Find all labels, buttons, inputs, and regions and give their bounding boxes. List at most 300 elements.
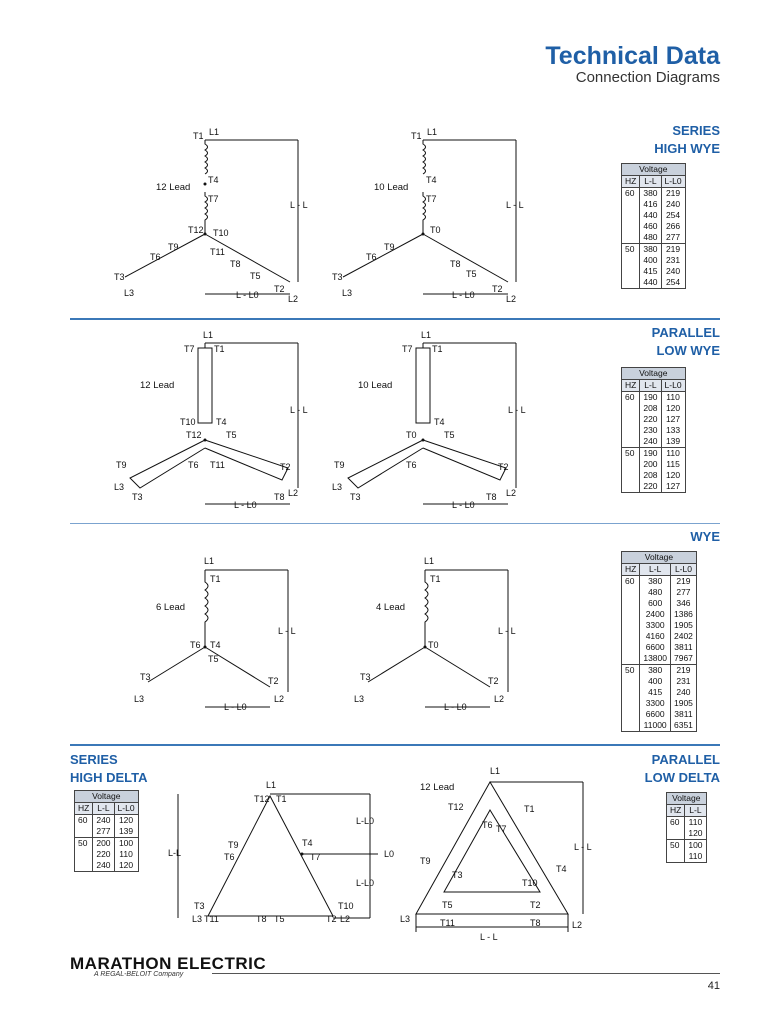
table-row — [667, 851, 707, 863]
voltage-table-parallel-low-wye — [621, 367, 686, 493]
table-header-cell: HZ — [622, 176, 640, 188]
voltage-table-series-high-delta — [74, 790, 139, 872]
line-label: L1 — [204, 556, 215, 566]
hz-cell — [622, 653, 640, 665]
terminal-label: T6 — [224, 852, 235, 862]
terminal-label: T12 — [186, 430, 202, 440]
terminal-label: T10 — [522, 878, 538, 888]
terminal-label: T7 — [496, 824, 507, 834]
terminal-label: T5 — [466, 269, 477, 279]
hz-cell: 50 — [622, 244, 640, 256]
voltage-cell: 120 — [661, 403, 685, 414]
terminal-label: T6 — [482, 820, 493, 830]
voltage-cell: 231 — [661, 255, 685, 266]
terminal-label: T2 — [488, 676, 499, 686]
voltage-cell: 440 — [640, 277, 661, 289]
hz-cell — [75, 826, 93, 838]
terminal-label: T2 — [326, 914, 337, 924]
terminal-label: T11 — [204, 914, 219, 924]
voltage-cell: 7967 — [670, 653, 696, 665]
table-row — [622, 199, 686, 210]
voltage-cell: 1905 — [670, 698, 696, 709]
terminal-label: T5 — [208, 654, 219, 664]
hz-cell: 50 — [667, 840, 685, 852]
terminal-label: T9 — [168, 242, 179, 252]
terminal-label: T11 — [210, 247, 225, 257]
table-header-cell: L-L0 — [661, 176, 685, 188]
hz-cell: 60 — [75, 815, 93, 827]
table-row — [622, 631, 697, 642]
terminal-label: T1 — [432, 344, 443, 354]
section-title-line2: HIGH WYE — [654, 141, 720, 156]
hz-cell: 50 — [622, 665, 640, 677]
terminal-label: T1 — [214, 344, 225, 354]
voltage-cell: 120 — [685, 828, 706, 840]
table-row — [667, 817, 707, 829]
terminal-label: T3 — [350, 492, 361, 502]
terminal-label: T12 — [188, 225, 204, 235]
voltage-cell: 254 — [661, 210, 685, 221]
terminal-label: T2 — [268, 676, 279, 686]
line-label: L2 — [494, 694, 505, 704]
table-caption: Voltage — [75, 791, 139, 803]
page-subtitle: Connection Diagrams — [575, 69, 720, 86]
lead-count-label: 10 Lead — [374, 182, 409, 193]
voltage-cell: 240 — [93, 815, 114, 827]
hz-cell — [622, 720, 640, 732]
hz-cell — [75, 849, 93, 860]
table-header-cell: L-L — [685, 805, 706, 817]
table-header-cell: HZ — [622, 380, 640, 392]
logo-tagline: A REGAL-BELOIT Company — [94, 971, 184, 978]
table-row — [622, 620, 697, 631]
terminal-label: T9 — [116, 460, 127, 470]
line-label: L3 — [354, 694, 365, 704]
table-header-cell: L-L — [640, 564, 671, 576]
voltage-ll-label: L - L — [498, 626, 516, 636]
voltage-cell: 231 — [670, 676, 696, 687]
winding-parallel-upper — [416, 343, 430, 423]
table-row — [622, 436, 686, 448]
voltage-ll0-label: L - L0 — [236, 290, 259, 300]
voltage-cell: 219 — [670, 665, 696, 677]
voltage-cell: 219 — [661, 244, 685, 256]
hz-cell — [622, 481, 640, 493]
voltage-cell: 440 — [640, 210, 661, 221]
terminal-label: T8 — [274, 492, 285, 502]
diagram-12-lead-series-high-wye — [110, 122, 310, 307]
voltage-ll0-label: L - L0 — [444, 702, 467, 712]
voltage-cell: 415 — [640, 266, 661, 277]
terminal-label: T6 — [366, 252, 377, 262]
table-row — [622, 587, 697, 598]
voltage-cell: 208 — [640, 403, 661, 414]
diagram-series-high-delta — [168, 776, 411, 931]
voltage-ll-label: L-L — [168, 848, 182, 858]
terminal-label: T5 — [274, 914, 285, 924]
delta-outer — [416, 782, 568, 914]
voltage-cell: 240 — [670, 687, 696, 698]
table-row — [622, 392, 686, 404]
section-title-line1: SERIES — [672, 123, 720, 138]
diagram-4-lead-wye — [350, 552, 520, 722]
lead-count-label: 12 Lead — [156, 182, 191, 193]
voltage-cell: 139 — [114, 826, 138, 838]
terminal-label: T4 — [556, 864, 567, 874]
terminal-label: T2 — [280, 462, 291, 472]
voltage-cell: 240 — [640, 436, 661, 448]
table-row — [622, 598, 697, 609]
table-row — [622, 277, 686, 289]
table-row — [622, 232, 686, 244]
voltage-ll-label: L - L — [480, 932, 498, 942]
footer-rule — [212, 973, 720, 974]
voltage-cell: 200 — [93, 838, 114, 850]
voltage-cell: 115 — [661, 459, 685, 470]
voltage-cell: 3811 — [670, 709, 696, 720]
terminal-label: T9 — [384, 242, 395, 252]
terminal-label: T7 — [184, 344, 195, 354]
table-row — [622, 414, 686, 425]
line-label: L2 — [506, 488, 517, 498]
voltage-cell: 380 — [640, 576, 671, 588]
terminal-label: T10 — [180, 417, 196, 427]
voltage-cell: 1386 — [670, 609, 696, 620]
terminal-label: T3 — [194, 901, 205, 911]
lead-count-label: 12 Lead — [140, 380, 175, 391]
table-header-cell: L-L0 — [114, 803, 138, 815]
winding-left-arm — [368, 647, 425, 682]
table-row — [622, 687, 697, 698]
terminal-label: T8 — [230, 259, 241, 269]
hz-cell — [622, 709, 640, 720]
terminal-label: T1 — [210, 574, 221, 584]
line-label: L3 — [124, 288, 135, 298]
winding-left-arm — [148, 647, 205, 682]
terminal-label: T4 — [434, 417, 445, 427]
terminal-label: T5 — [226, 430, 237, 440]
terminal-label: T10 — [338, 901, 354, 911]
voltage-cell: 127 — [661, 481, 685, 493]
table-row — [75, 849, 139, 860]
table-row — [622, 210, 686, 221]
hz-cell — [622, 425, 640, 436]
diagram-12-lead-parallel-low-wye — [110, 328, 310, 513]
terminal-label: T12 — [254, 794, 270, 804]
voltage-cell: 13800 — [640, 653, 671, 665]
page-number: 41 — [707, 980, 720, 992]
voltage-cell: 380 — [640, 244, 661, 256]
voltage-cell: 6600 — [640, 709, 671, 720]
table-row — [622, 244, 686, 256]
voltage-cell: 120 — [661, 470, 685, 481]
voltage-cell: 277 — [670, 587, 696, 598]
terminal-label: T3 — [452, 870, 463, 880]
table-row — [622, 481, 686, 493]
line-label: L1 — [490, 766, 501, 776]
lead-count-label: 10 Lead — [358, 380, 393, 391]
terminal-label: T4 — [216, 417, 227, 427]
winding-vertical — [425, 570, 428, 647]
table-row — [75, 826, 139, 838]
section-title-line2: HIGH DELTA — [70, 770, 148, 785]
table-row — [622, 470, 686, 481]
terminal-label: T9 — [420, 856, 431, 866]
hz-cell — [75, 860, 93, 872]
voltage-ll-label: L - L — [290, 200, 308, 210]
line-label: L2 — [506, 294, 517, 304]
table-row — [622, 448, 686, 460]
lead-count-label: 4 Lead — [376, 602, 406, 613]
line-label: L1 — [266, 780, 277, 790]
voltage-ll0-label: L-L0 — [356, 816, 375, 826]
voltage-cell: 2402 — [670, 631, 696, 642]
table-header-cell: HZ — [622, 564, 640, 576]
hz-cell: 50 — [75, 838, 93, 850]
diagram-parallel-low-delta — [398, 762, 598, 942]
terminal-label: T7 — [310, 852, 321, 862]
voltage-cell: 220 — [640, 481, 661, 493]
voltage-cell: 400 — [640, 676, 671, 687]
page-title: Technical Data — [545, 42, 720, 70]
terminal-label: T8 — [450, 259, 461, 269]
terminal-label: T7 — [426, 194, 437, 204]
voltage-ll0-label: L - L0 — [224, 702, 247, 712]
terminal-label: T3 — [132, 492, 143, 502]
terminal-label: T1 — [193, 131, 204, 141]
voltage-cell: 277 — [93, 826, 114, 838]
terminal-label: T3 — [332, 272, 343, 282]
hz-cell — [622, 470, 640, 481]
marathon-electric-logo — [70, 956, 266, 978]
voltage-cell: 277 — [661, 232, 685, 244]
terminal-label: T8 — [256, 914, 267, 924]
terminal-label: T4 — [210, 640, 221, 650]
terminal-label: T4 — [426, 175, 437, 185]
terminal-label: T9 — [334, 460, 345, 470]
voltage-ll-label: L - L — [574, 842, 592, 852]
voltage-cell: 2400 — [640, 609, 671, 620]
voltage-ll0-label: L - L0 — [234, 500, 257, 510]
lead-count-label: 12 Lead — [420, 782, 455, 793]
terminal-label: T3 — [360, 672, 371, 682]
table-row — [622, 642, 697, 653]
hz-cell — [622, 642, 640, 653]
voltage-cell: 480 — [640, 587, 671, 598]
hz-cell: 50 — [622, 448, 640, 460]
voltage-table-parallel-low-delta — [666, 792, 707, 863]
voltage-ll0-label: L - L0 — [452, 290, 475, 300]
diagram-10-lead-parallel-low-wye — [328, 328, 528, 513]
table-caption: Voltage — [622, 368, 686, 380]
voltage-cell: 346 — [670, 598, 696, 609]
terminal-label: T2 — [530, 900, 541, 910]
table-row — [622, 653, 697, 665]
hz-cell — [622, 232, 640, 244]
section-title-line2: LOW DELTA — [644, 770, 720, 785]
hz-cell — [622, 676, 640, 687]
terminal-label: T7 — [402, 344, 413, 354]
terminal-label: T11 — [440, 918, 455, 928]
table-caption: Voltage — [667, 793, 707, 805]
terminal-label: T4 — [302, 838, 313, 848]
line-label: L1 — [203, 330, 214, 340]
winding-left-arm — [125, 234, 205, 277]
voltage-cell: 380 — [640, 665, 671, 677]
line-label: L3 — [342, 288, 353, 298]
table-header-cell: L-L0 — [670, 564, 696, 576]
voltage-cell: 219 — [670, 576, 696, 588]
terminal-label: T0 — [428, 640, 439, 650]
line-label: L3 — [332, 482, 343, 492]
voltage-ll0-label: L - L0 — [452, 500, 475, 510]
voltage-cell: 200 — [640, 459, 661, 470]
table-header-cell: HZ — [667, 805, 685, 817]
table-row — [622, 403, 686, 414]
hz-cell — [622, 266, 640, 277]
voltage-cell: 254 — [661, 277, 685, 289]
voltage-cell: 100 — [114, 838, 138, 850]
table-row — [667, 828, 707, 840]
hz-cell — [622, 620, 640, 631]
voltage-ll-label: L - L — [508, 405, 526, 415]
voltage-cell: 110 — [685, 851, 706, 863]
voltage-cell: 120 — [114, 815, 138, 827]
hz-cell — [622, 199, 640, 210]
table-row — [622, 266, 686, 277]
voltage-table-series-high-wye — [621, 163, 686, 289]
terminal-label: T2 — [274, 284, 285, 294]
section-divider — [70, 744, 720, 746]
hz-cell — [622, 609, 640, 620]
table-row — [622, 720, 697, 732]
hz-cell — [622, 414, 640, 425]
terminal-label: T1 — [524, 804, 535, 814]
table-row — [622, 188, 686, 200]
section-title-parallel-low-wye — [652, 324, 720, 360]
terminal-label: T1 — [411, 131, 422, 141]
hz-cell: 60 — [622, 576, 640, 588]
voltage-cell: 400 — [640, 255, 661, 266]
voltage-cell: 380 — [640, 188, 661, 200]
voltage-ll0-label: L-L0 — [356, 878, 375, 888]
table-row — [75, 860, 139, 872]
winding-right-arm — [205, 647, 270, 687]
voltage-cell: 220 — [93, 849, 114, 860]
voltage-cell: 230 — [640, 425, 661, 436]
line-label: L3 — [114, 482, 125, 492]
line-label: L2 — [288, 294, 299, 304]
line-label: L3 — [134, 694, 145, 704]
voltage-cell: 219 — [661, 188, 685, 200]
terminal-label: T0 — [406, 430, 417, 440]
terminal-label: T5 — [442, 900, 453, 910]
terminal-label: T6 — [190, 640, 201, 650]
line-label: L1 — [421, 330, 432, 340]
terminal-label: T0 — [430, 225, 441, 235]
line-label: L2 — [340, 914, 351, 924]
voltage-cell: 6351 — [670, 720, 696, 732]
hz-cell — [622, 210, 640, 221]
section-title-wye — [690, 528, 720, 546]
terminal-label: T11 — [210, 460, 225, 470]
hz-cell — [622, 277, 640, 289]
winding-vertical — [205, 570, 208, 647]
section-title-series-high-wye — [654, 122, 720, 158]
voltage-ll-label: L - L — [290, 405, 308, 415]
winding-right-arm — [425, 647, 490, 687]
voltage-ll-label: L - L — [278, 626, 296, 636]
table-row — [622, 459, 686, 470]
section-title-line1: SERIES — [70, 752, 118, 767]
table-row — [622, 665, 697, 677]
table-row — [622, 576, 697, 588]
winding-vertical-upper — [205, 140, 208, 174]
voltage-ll-label: L - L — [506, 200, 524, 210]
voltage-cell: 3300 — [640, 620, 671, 631]
table-row — [622, 698, 697, 709]
voltage-cell: 240 — [93, 860, 114, 872]
terminal-label: T6 — [188, 460, 199, 470]
table-row — [622, 255, 686, 266]
winding-left-arm — [343, 234, 423, 277]
diagram-6-lead-wye — [130, 552, 300, 722]
section-title-line2: LOW WYE — [656, 343, 720, 358]
hz-cell: 60 — [622, 188, 640, 200]
supply-line — [205, 570, 288, 707]
terminal-label: T5 — [444, 430, 455, 440]
terminal-label: T1 — [276, 794, 287, 804]
voltage-cell: 127 — [661, 414, 685, 425]
voltage-cell: 120 — [114, 860, 138, 872]
hz-cell — [667, 828, 685, 840]
hz-cell — [622, 221, 640, 232]
hz-cell — [622, 598, 640, 609]
voltage-cell: 220 — [640, 414, 661, 425]
section-title-line1: PARALLEL — [651, 752, 720, 767]
table-row — [622, 425, 686, 436]
line-label: L1 — [424, 556, 435, 566]
terminal-label: T9 — [228, 840, 239, 850]
voltage-cell: 1905 — [670, 620, 696, 631]
dimension-lines — [178, 794, 370, 918]
hz-cell — [622, 587, 640, 598]
winding-vertical-upper — [423, 140, 426, 174]
voltage-table-wye — [621, 551, 697, 732]
voltage-cell: 240 — [661, 266, 685, 277]
table-row — [75, 815, 139, 827]
table-row — [667, 840, 707, 852]
voltage-cell: 110 — [114, 849, 138, 860]
table-row — [622, 709, 697, 720]
hz-cell — [622, 631, 640, 642]
table-row — [75, 838, 139, 850]
line-label: L2 — [572, 920, 583, 930]
voltage-cell: 4160 — [640, 631, 671, 642]
table-row — [622, 609, 697, 620]
table-caption: Voltage — [622, 164, 686, 176]
terminal-label: T3 — [114, 272, 125, 282]
terminal-label: T2 — [498, 462, 509, 472]
table-header-cell: L-L — [93, 803, 114, 815]
terminal-label: T2 — [492, 284, 503, 294]
section-title-line1: PARALLEL — [651, 325, 720, 340]
terminal-label: T7 — [208, 194, 219, 204]
terminal-label: T12 — [448, 802, 464, 812]
voltage-cell: 110 — [661, 392, 685, 404]
hz-cell — [622, 403, 640, 414]
hz-cell — [622, 698, 640, 709]
